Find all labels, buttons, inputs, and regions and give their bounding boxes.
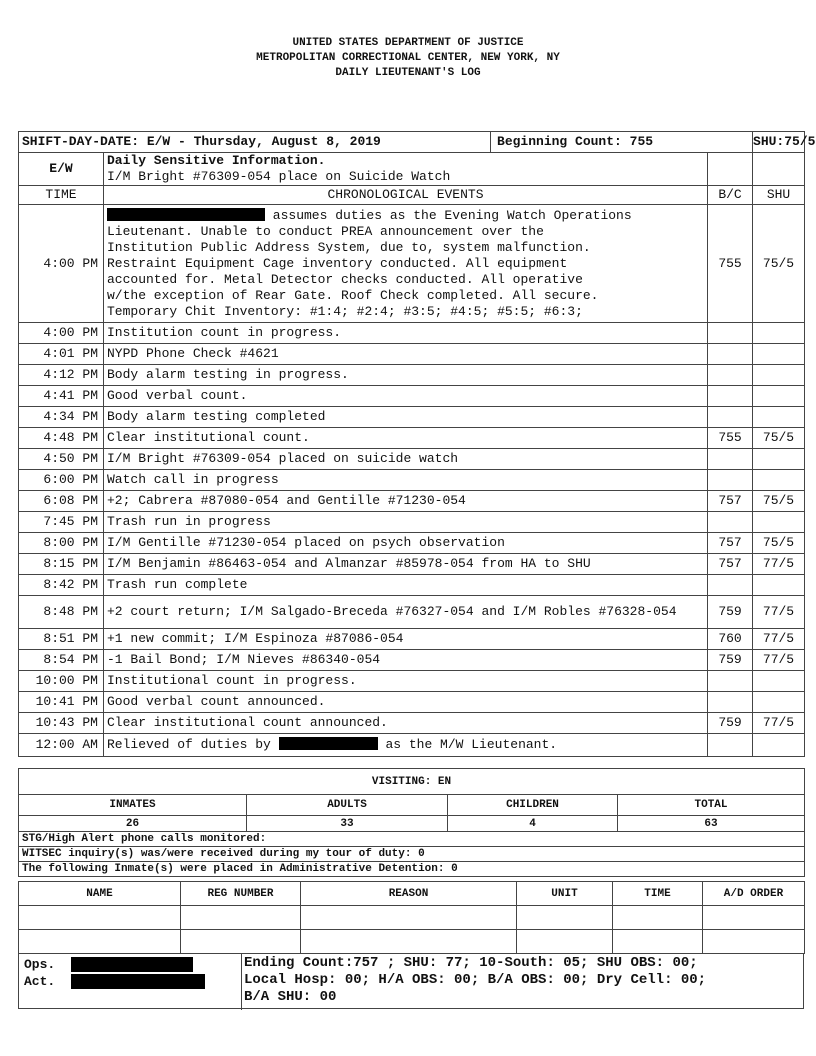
log-entry-row (19, 713, 805, 734)
entry-time: 6:08 PM (19, 491, 104, 512)
entry-text: I/M Benjamin #86463-054 and Almanzar #85978-054 from HA to SHU (104, 554, 708, 575)
entry-bc: 755 (708, 205, 753, 323)
entry-shu (753, 470, 805, 491)
entry-bc (708, 470, 753, 491)
first-entry-line-0: assumes duties as the Evening Watch Operations (265, 207, 632, 223)
entry-bc (708, 575, 753, 596)
entry-time: 8:00 PM (19, 533, 104, 554)
empty-cell (301, 930, 517, 954)
redaction-block (71, 974, 205, 989)
empty-cell (301, 906, 517, 930)
entry-time: 8:48 PM (19, 596, 104, 629)
entry-text: Trash run in progress (104, 512, 708, 533)
adseg-header-reg: REG NUMBER (181, 882, 301, 906)
entry-time: 10:43 PM (19, 713, 104, 734)
shu-header: SHU (753, 186, 805, 205)
entry-shu: 75/5 (753, 205, 805, 323)
entry-time: 8:54 PM (19, 650, 104, 671)
log-entry-row (19, 650, 805, 671)
entry-time: 8:15 PM (19, 554, 104, 575)
visiting-value-children: 4 (448, 816, 618, 832)
entry-shu (753, 407, 805, 428)
entry-shu: 75/5 (753, 533, 805, 554)
agency-title: UNITED STATES DEPARTMENT OF JUSTICE (292, 37, 524, 49)
entry-time: 10:00 PM (19, 671, 104, 692)
shu-count: SHU:75/5 (753, 132, 805, 153)
empty-cell (517, 930, 613, 954)
chronological-log-table (18, 131, 816, 757)
entry-text: I/M Bright #76309-054 placed on suicide watch (104, 449, 708, 470)
sensitive-row (19, 153, 805, 186)
entry-shu (753, 344, 805, 365)
entry-shu (753, 512, 805, 533)
first-entry-line: w/the exception of Rear Gate. Roof Check completed. All secure. (107, 287, 599, 303)
log-entry-row (19, 512, 805, 533)
entry-text: Trash run complete (104, 575, 708, 596)
log-entry-row (19, 449, 805, 470)
first-entry-line: Lieutenant. Unable to conduct PREA announcement over the (107, 223, 544, 239)
empty-cell (19, 906, 181, 930)
empty-cell (181, 930, 301, 954)
log-entry-row (19, 491, 805, 512)
time-header: TIME (19, 186, 104, 205)
facility-title: METROPOLITAN CORRECTIONAL CENTER, NEW YORK, NY (256, 52, 560, 64)
entry-time: 4:34 PM (19, 407, 104, 428)
first-entry-line: accounted for. Metal Detector checks conducted. All operative (107, 271, 583, 287)
entry-time: 12:00 AM (19, 734, 104, 757)
entry-bc (708, 671, 753, 692)
log-entry-row (19, 428, 805, 449)
entry-time: 4:12 PM (19, 365, 104, 386)
entry-bc (708, 512, 753, 533)
entry-shu (753, 734, 805, 757)
log-entry-row (19, 533, 805, 554)
entry-text: Institutional count in progress. (104, 671, 708, 692)
adseg-header-name: NAME (19, 882, 181, 906)
relief-text-after: as the M/W Lieutenant. (377, 737, 558, 752)
log-entry-row (19, 407, 805, 428)
entry-bc (708, 386, 753, 407)
entry-time: 4:50 PM (19, 449, 104, 470)
log-entry-row (19, 365, 805, 386)
adseg-header-order: A/D ORDER (703, 882, 805, 906)
entry-time: 4:01 PM (19, 344, 104, 365)
beginning-count: Beginning Count: 755 (491, 132, 753, 153)
witsec-note: WITSEC inquiry(s) was/were received during my tour of duty: 0 (19, 847, 805, 862)
relief-entry-text (104, 734, 708, 757)
adseg-header-unit: UNIT (517, 882, 613, 906)
log-entry-row (19, 629, 805, 650)
entry-bc: 757 (708, 533, 753, 554)
visiting-value-inmates: 26 (19, 816, 247, 832)
entry-bc (708, 344, 753, 365)
entry-shu: 77/5 (753, 713, 805, 734)
ending-line: B/A SHU: 00 (244, 989, 337, 1005)
entry-shu: 77/5 (753, 596, 805, 629)
entry-text: +2; Cabrera #87080-054 and Gentille #71230-054 (104, 491, 708, 512)
empty-cell (613, 906, 703, 930)
empty-cell (181, 906, 301, 930)
ending-count-text (241, 954, 803, 1010)
visiting-header-total: TOTAL (618, 795, 805, 816)
entry-shu: 77/5 (753, 554, 805, 575)
column-header-row (19, 186, 805, 205)
redaction-block (107, 208, 265, 221)
log-entry-row (19, 692, 805, 713)
entry-time: 4:41 PM (19, 386, 104, 407)
visiting-header-inmates: INMATES (19, 795, 247, 816)
entry-time: 4:00 PM (19, 323, 104, 344)
entry-bc (708, 323, 753, 344)
log-entry-row (19, 470, 805, 491)
redaction-block (279, 737, 378, 750)
empty-cell (613, 930, 703, 954)
visiting-header-adults: ADULTS (247, 795, 448, 816)
entry-bc: 757 (708, 554, 753, 575)
entry-bc (708, 407, 753, 428)
visiting-value-total: 63 (618, 816, 805, 832)
log-entry-row (19, 323, 805, 344)
sensitive-info (104, 153, 708, 186)
sensitive-title: Daily Sensitive Information. (107, 153, 326, 168)
redaction-block (71, 957, 193, 972)
ending-line: Ending Count:757 ; SHU: 77; 10-South: 05; SHU OBS: 00; (244, 955, 698, 971)
log-entry-row (19, 386, 805, 407)
entry-shu: 77/5 (753, 629, 805, 650)
entry-time: 10:41 PM (19, 692, 104, 713)
empty-cell (703, 906, 805, 930)
log-entry-row (19, 575, 805, 596)
log-entry-row (19, 671, 805, 692)
adseg-note: The following Inmate(s) were placed in Administrative Detention: 0 (19, 862, 805, 877)
entry-text: -1 Bail Bond; I/M Nieves #86340-054 (104, 650, 708, 671)
entry-text: Watch call in progress (104, 470, 708, 491)
entry-shu: 77/5 (753, 650, 805, 671)
act-label: Act. (24, 973, 56, 989)
stg-note: STG/High Alert phone calls monitored: (19, 832, 805, 847)
entry-text: Clear institutional count announced. (104, 713, 708, 734)
entry-shu: 75/5 (753, 428, 805, 449)
entry-time: 7:45 PM (19, 512, 104, 533)
entry-bc: 760 (708, 629, 753, 650)
entry-text: +2 court return; I/M Salgado-Breceda #76327-054 and I/M Robles #76328-054 (104, 596, 708, 629)
entry-text: Good verbal count. (104, 386, 708, 407)
entry-bc: 759 (708, 596, 753, 629)
entry-text: Institution count in progress. (104, 323, 708, 344)
first-entry-line: Restraint Equipment Cage inventory conducted. All equipment (107, 255, 568, 271)
entry-shu (753, 671, 805, 692)
empty-cell (708, 153, 753, 186)
shift-row (19, 132, 805, 153)
first-entry-line: Temporary Chit Inventory: #1:4; #2:4; #3:5; #4:5; #5:5; #6:3; (107, 303, 583, 319)
entry-bc: 759 (708, 650, 753, 671)
entry-shu: 75/5 (753, 491, 805, 512)
first-entry-row (19, 205, 805, 323)
entry-shu (753, 692, 805, 713)
entry-bc: 755 (708, 428, 753, 449)
bc-header: B/C (708, 186, 753, 205)
entry-bc: 759 (708, 713, 753, 734)
ending-count-section (18, 953, 804, 1009)
adseg-header-reason: REASON (301, 882, 517, 906)
document-header (0, 36, 816, 81)
entry-text: Clear institutional count. (104, 428, 708, 449)
entry-shu (753, 365, 805, 386)
shift-day-date: SHIFT-DAY-DATE: E/W - Thursday, August 8, 2019 (19, 132, 491, 153)
visiting-header-children: CHILDREN (448, 795, 618, 816)
shift-code: E/W (19, 153, 104, 186)
sensitive-text: I/M Bright #76309-054 place on Suicide Watch (107, 169, 451, 184)
entry-time: 6:00 PM (19, 470, 104, 491)
relief-entry-row (19, 734, 805, 757)
entry-bc (708, 692, 753, 713)
empty-cell (517, 906, 613, 930)
empty-cell (19, 930, 181, 954)
adseg-header-time: TIME (613, 882, 703, 906)
entry-time: 8:51 PM (19, 629, 104, 650)
entry-time: 8:42 PM (19, 575, 104, 596)
entry-text: NYPD Phone Check #4621 (104, 344, 708, 365)
entry-text: Body alarm testing completed (104, 407, 708, 428)
entry-bc (708, 449, 753, 470)
signature-block (24, 956, 205, 990)
entry-bc (708, 734, 753, 757)
entry-time: 4:48 PM (19, 428, 104, 449)
visiting-title: VISITING: EN (19, 769, 805, 795)
entry-shu (753, 386, 805, 407)
visiting-table (18, 768, 805, 877)
first-entry-text (104, 205, 708, 323)
log-title: DAILY LIEUTENANT'S LOG (335, 67, 481, 79)
log-entry-row (19, 554, 805, 575)
ending-line: Local Hosp: 00; H/A OBS: 00; B/A OBS: 00; Dry Cell: 00; (244, 972, 707, 988)
ops-label: Ops. (24, 956, 56, 972)
entry-shu (753, 323, 805, 344)
visiting-value-adults: 33 (247, 816, 448, 832)
entry-bc (708, 365, 753, 386)
empty-cell (753, 153, 805, 186)
relief-text-before: Relieved of duties by (107, 737, 279, 752)
entry-bc: 757 (708, 491, 753, 512)
entry-time: 4:00 PM (19, 205, 104, 323)
entry-shu (753, 575, 805, 596)
entry-text: Body alarm testing in progress. (104, 365, 708, 386)
log-entry-row (19, 596, 805, 629)
entry-text: +1 new commit; I/M Espinoza #87086-054 (104, 629, 708, 650)
entry-text: I/M Gentille #71230-054 placed on psych observation (104, 533, 708, 554)
entry-shu (753, 449, 805, 470)
log-entry-row (19, 344, 805, 365)
first-entry-line: Institution Public Address System, due to, system malfunction. (107, 239, 591, 255)
empty-cell (703, 930, 805, 954)
admin-detention-table (18, 881, 805, 954)
entry-text: Good verbal count announced. (104, 692, 708, 713)
events-header: CHRONOLOGICAL EVENTS (104, 186, 708, 205)
